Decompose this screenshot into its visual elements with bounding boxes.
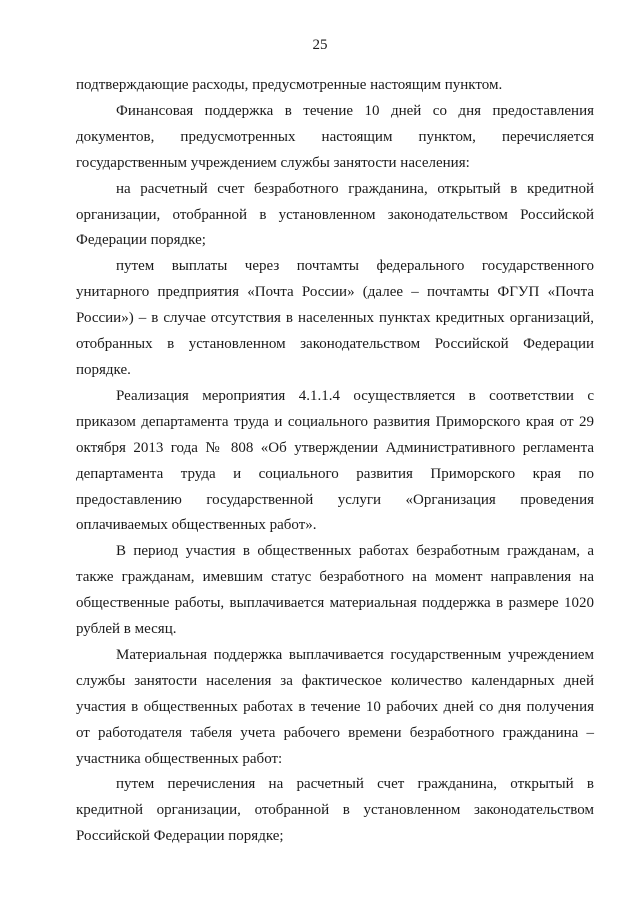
paragraph-transfer-to-account: путем перечисления на расчетный счет гражданина, открытый в кредитной организации, отобранной в установленном законодательством Российской Федерации порядке; <box>76 776 594 845</box>
paragraph-bank-account: на расчетный счет безработного гражданина, открытый в кредитной организации, отобранной в установленном законодательством Российской Федерации порядке; <box>76 180 594 249</box>
page-number: 25 <box>312 37 328 53</box>
paragraph-material-support: Материальная поддержка выплачивается государственным учреждением службы занятости населения за фактическое количество календарных дней участия в общественных работах в течение 10 рабочих дней со дня получения от работодателя табеля учета рабочего времени безработного гражданина – участника общественных работ: <box>76 646 594 767</box>
document-body <box>76 73 594 850</box>
paragraph-financial-support: Финансовая поддержка в течение 10 дней со дня предоставления документов, предусмотренных настоящим пунктом, перечисляется государственным учреждением службы занятости населения: <box>76 102 594 171</box>
paragraph-measure-implementation: Реализация мероприятия 4.1.1.4 осуществляется в соответствии с приказом департамента труда и социального развития Приморского края от 29 октября 2013 года № 808 «Об утверждении Административного регламента департамента труда и социального развития Приморского края по предоставлению государственной услуги «Организация проведения оплачиваемых общественных работ». <box>76 387 594 534</box>
paragraph-continuation: подтверждающие расходы, предусмотренные настоящим пунктом. <box>76 77 503 93</box>
paragraph-post-office: путем выплаты через почтамты федерального государственного унитарного предприятия «Почта России» (далее – почтамты ФГУП «Почта России») – в случае отсутствия в населенных пунктах кредитных организаций, отобранных в установленном законодательством Российской Федерации порядке. <box>76 258 594 378</box>
paragraph-public-works-payment: В период участия в общественных работах безработным гражданам, а также гражданам, имевшим статус безработного на момент направления на общественные работы, выплачивается материальная поддержка в размере 1020 рублей в месяц. <box>76 543 594 638</box>
